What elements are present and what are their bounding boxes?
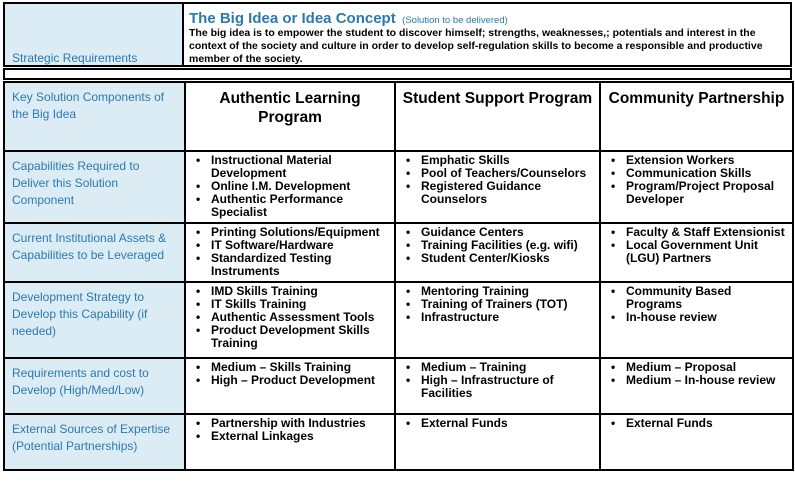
bullet-item: • External Funds xyxy=(611,417,788,430)
matrix-cell xyxy=(395,151,600,223)
big-idea-title-line xyxy=(189,10,508,28)
bullet-item: • Infrastructure xyxy=(406,311,595,324)
bullet-item: • Online I.M. Development xyxy=(196,180,390,193)
bullet-item: • In-house review xyxy=(611,311,788,324)
bullet-item: • Medium – Proposal xyxy=(611,361,788,374)
bullet-list xyxy=(601,283,792,324)
matrix-cell xyxy=(395,414,600,470)
bullet-item: • Authentic Performance Specialist xyxy=(196,193,390,219)
bullet-item: • Local Government Unit (LGU) Partners xyxy=(611,239,788,265)
bullet-item: • Mentoring Training xyxy=(406,285,595,298)
bullet-item: • High – Product Development xyxy=(196,374,390,387)
bullet-item: • IT Software/Hardware xyxy=(196,239,390,252)
bullet-item: • External Linkages xyxy=(196,430,390,443)
strategic-requirements-cell xyxy=(3,2,184,67)
matrix-cell xyxy=(185,151,395,223)
key-components-label: Key Solution Components of the Big Idea xyxy=(12,90,165,121)
bullet-list xyxy=(601,359,792,387)
column-heading-0: Authentic Learning Program xyxy=(185,82,395,151)
bullet-item: • Printing Solutions/Equipment xyxy=(196,226,390,239)
bullet-item: • IT Skills Training xyxy=(196,298,390,311)
row-label-cell xyxy=(4,282,185,358)
bullet-list xyxy=(601,152,792,206)
matrix-cell xyxy=(395,282,600,358)
bullet-item: • Authentic Assessment Tools xyxy=(196,311,390,324)
matrix-cell xyxy=(600,282,793,358)
bullet-item: • Extension Workers xyxy=(611,154,788,167)
bullet-list xyxy=(186,283,394,350)
bullet-list xyxy=(396,359,599,400)
row-label-cell xyxy=(4,223,185,282)
bullet-item: • External Funds xyxy=(406,417,595,430)
bullet-item: • Faculty & Staff Extensionist xyxy=(611,226,788,239)
section-divider xyxy=(3,68,792,80)
bullet-list xyxy=(601,415,792,430)
bullet-list xyxy=(601,224,792,265)
bullet-item: • IMD Skills Training xyxy=(196,285,390,298)
bullet-item: • Medium – Skills Training xyxy=(196,361,390,374)
strategic-requirements-label: Strategic Requirements xyxy=(12,51,138,65)
matrix-row xyxy=(4,151,793,223)
row-label: Capabilities Required to Deliver this Solution Component xyxy=(12,159,140,207)
bullet-list xyxy=(186,152,394,219)
bullet-list xyxy=(186,415,394,443)
row-label: Requirements and cost to Develop (High/Med/Low) xyxy=(12,366,149,397)
bullet-item: • Community Based Programs xyxy=(611,285,788,311)
matrix-row xyxy=(4,414,793,470)
row-label-cell xyxy=(4,358,185,414)
bullet-item: • Communication Skills xyxy=(611,167,788,180)
matrix-cell xyxy=(395,223,600,282)
bullet-item: • Pool of Teachers/Counselors xyxy=(406,167,595,180)
row-label: External Sources of Expertise (Potential Partnerships) xyxy=(12,422,171,453)
big-idea-cell xyxy=(182,2,792,67)
matrix-row xyxy=(4,282,793,358)
bullet-item: • Product Development Skills Training xyxy=(196,324,390,350)
bullet-item: • Registered Guidance Counselors xyxy=(406,180,595,206)
matrix-cell xyxy=(600,414,793,470)
matrix-cell xyxy=(185,414,395,470)
bullet-item: • Standardized Testing Instruments xyxy=(196,252,390,278)
matrix-cell xyxy=(600,151,793,223)
big-idea-description: The big idea is to empower the student to discover himself; strengths, weaknesses,; potentials and interest in the context of the society and culture in order to develop self-regulation skills to become a responsible and productive member of the society. xyxy=(189,27,763,65)
bullet-list xyxy=(396,152,599,206)
bullet-item: • Training Facilities (e.g. wifi) xyxy=(406,239,595,252)
matrix-row xyxy=(4,223,793,282)
matrix-row xyxy=(4,358,793,414)
bullet-list xyxy=(396,415,599,430)
solution-matrix xyxy=(3,81,794,471)
matrix-cell xyxy=(185,282,395,358)
big-idea-title-note: (Solution to be delivered) xyxy=(402,15,508,26)
bullet-item: • Partnership with Industries xyxy=(196,417,390,430)
row-label-cell xyxy=(4,82,185,151)
bullet-list xyxy=(396,283,599,324)
big-idea-title: The Big Idea or Idea Concept xyxy=(189,10,396,27)
matrix-cell xyxy=(185,223,395,282)
matrix-cell xyxy=(600,223,793,282)
bullet-item: • Training of Trainers (TOT) xyxy=(406,298,595,311)
bullet-list xyxy=(186,359,394,387)
bullet-item: • Medium – Training xyxy=(406,361,595,374)
row-label: Development Strategy to Develop this Capability (if needed) xyxy=(12,290,148,338)
column-heading-1: Student Support Program xyxy=(395,82,600,151)
row-label-cell xyxy=(4,414,185,470)
column-header-row xyxy=(4,82,793,151)
row-label: Current Institutional Assets & Capabilities to be Leveraged xyxy=(12,231,167,262)
bullet-item: • Guidance Centers xyxy=(406,226,595,239)
column-heading-2: Community Partnership xyxy=(600,82,793,151)
bullet-item: • Instructional Material Development xyxy=(196,154,390,180)
row-label-cell xyxy=(4,151,185,223)
bullet-list xyxy=(186,224,394,278)
matrix-cell xyxy=(600,358,793,414)
matrix-cell xyxy=(395,358,600,414)
bullet-item: • Program/Project Proposal Developer xyxy=(611,180,788,206)
bullet-list xyxy=(396,224,599,265)
bullet-item: • Emphatic Skills xyxy=(406,154,595,167)
bullet-item: • Medium – In-house review xyxy=(611,374,788,387)
matrix-cell xyxy=(185,358,395,414)
bullet-item: • High – Infrastructure of Facilities xyxy=(406,374,595,400)
bullet-item: • Student Center/Kiosks xyxy=(406,252,595,265)
strategy-sheet xyxy=(3,2,792,483)
